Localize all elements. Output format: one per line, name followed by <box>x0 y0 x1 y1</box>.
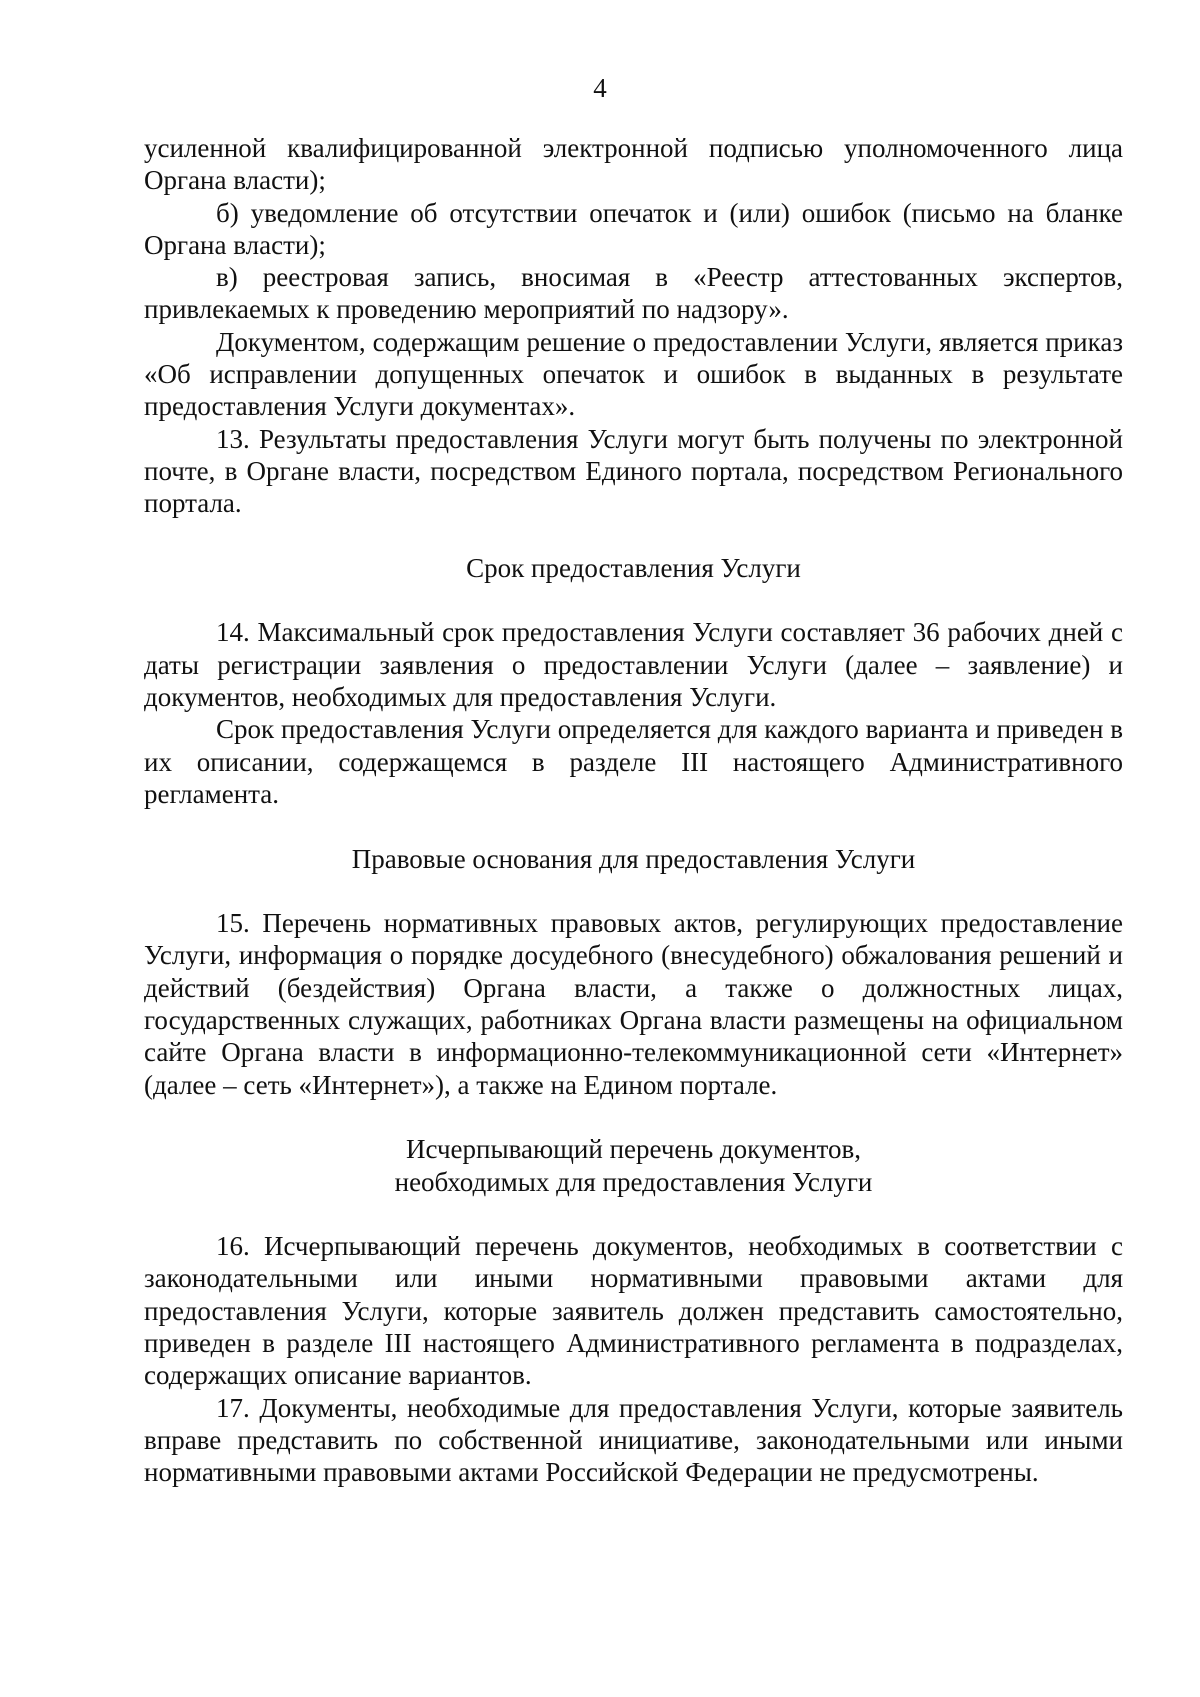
spacer <box>144 1198 1123 1230</box>
spacer <box>144 810 1123 842</box>
spacer <box>144 1101 1123 1133</box>
heading-line: необходимых для предоставления Услуги <box>394 1166 873 1197</box>
document-body <box>144 132 1123 1488</box>
paragraph-decision-document: Документом, содержащим решение о предоставлении Услуги, является приказ «Об исправлении допущенных опечаток и ошибок в выданных в результате предоставления Услуги документах». <box>144 326 1123 422</box>
paragraph-13: 13. Результаты предоставления Услуги могут быть получены по электронной почте, в Органе власти, посредством Единого портала, посредством Регионального портала. <box>144 423 1123 519</box>
section-heading-legal-basis <box>144 843 1123 875</box>
section-heading-term <box>144 552 1123 584</box>
heading-line: Правовые основания для предоставления Услуги <box>351 843 916 874</box>
heading-line: Срок предоставления Услуги <box>466 552 801 583</box>
paragraph-continued: усиленной квалифицированной электронной подписью уполномоченного лица Органа власти); <box>144 133 1123 196</box>
paragraph-term-variant: Срок предоставления Услуги определяется для каждого варианта и приведен в их описании, содержащемся в разделе III настоящего Административного регламента. <box>144 714 1123 809</box>
page-number: 4 <box>593 73 607 103</box>
paragraph-item-b: б) уведомление об отсутствии опечаток и (или) ошибок (письмо на бланке Органа власти); <box>144 197 1123 260</box>
paragraph-15: 15. Перечень нормативных правовых актов, регулирующих предоставление Услуги, информация о порядке досудебного (внесудебного) обжалования решений и действий (бездействия) Органа власти, а также о должностных лицах, государственных служащих, работниках Органа власти размещены на официальном сайте Органа власти в информационно-телекоммуникационной сети «Интернет» (далее – сеть «Интернет»), а также на Едином портале. <box>144 908 1123 1100</box>
paragraph-14: 14. Максимальный срок предоставления Услуги составляет 36 рабочих дней с даты регистрации заявления о предоставлении Услуги (далее – заявление) и документов, необходимых для предоставления Услуги. <box>144 617 1123 713</box>
paragraph-17: 17. Документы, необходимые для предоставления Услуги, которые заявитель вправе представить по собственной инициативе, законодательными или иными нормативными правовыми актами Российской Федерации не предусмотрены. <box>144 1392 1123 1488</box>
spacer <box>144 875 1123 907</box>
paragraph-item-v: в) реестровая запись, вносимая в «Реестр аттестованных экспертов, привлекаемых к проведению мероприятий по надзору». <box>144 262 1123 325</box>
heading-line: Исчерпывающий перечень документов, <box>406 1134 861 1165</box>
section-heading-documents-list <box>144 1133 1123 1198</box>
paragraph-16: 16. Исчерпывающий перечень документов, необходимых в соответствии с законодательными или иными нормативными правовыми актами для предоставления Услуги, которые заявитель должен представить самостоятельно, приведен в разделе III настоящего Административного регламента в подразделах, содержащих описание вариантов. <box>144 1231 1123 1391</box>
spacer <box>144 584 1123 616</box>
spacer <box>144 520 1123 552</box>
